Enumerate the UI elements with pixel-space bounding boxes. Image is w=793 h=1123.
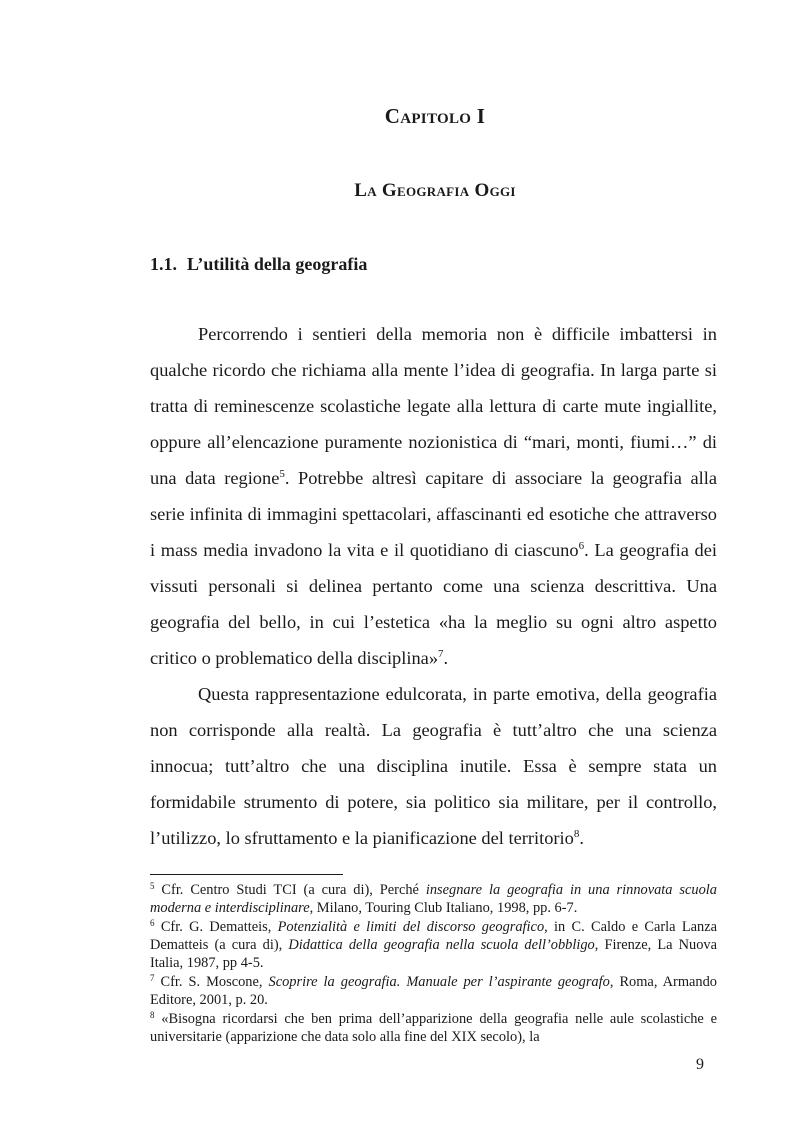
footnote-ref-8: 8: [573, 828, 580, 840]
section-number: 1.1.: [150, 254, 177, 274]
footnote-ref-7: 7: [438, 648, 444, 660]
page-number: 9: [696, 1056, 704, 1073]
footnote-number: 5: [150, 881, 155, 891]
chapter-title: La Geografia Oggi: [354, 180, 516, 201]
footnote-8: [150, 1010, 717, 1046]
footnote-text: Cfr. Centro Studi TCI (a cura di), Perché: [161, 882, 426, 898]
footnote-title: Scoprire la geografia. Manuale per l’aspirante geografo: [268, 974, 610, 990]
footnote-title: insegnare la geografia in una rinnovata scuola moderna e interdisciplinare: [150, 882, 717, 916]
footnote-title: Didattica della geografia nella scuola dell’obbligo: [288, 937, 595, 953]
footnote-text: «Bisogna ricordarsi che ben prima dell’apparizione della geografia nelle aule scolastiche e universitarie (apparizione che data solo alla fine del XIX secolo), la: [150, 1011, 717, 1045]
footnote-5: [150, 881, 717, 917]
paragraph-text: .: [579, 828, 584, 848]
paragraph-2: [150, 676, 717, 856]
section-heading: [150, 254, 367, 275]
footnote-number: 7: [150, 973, 155, 983]
footnote-separator: [150, 874, 343, 875]
paragraph-text: Percorrendo i sentieri della memoria non è difficile imbattersi in qualche ricordo che richiama alla mente l’idea di geografia. In larga parte si tratta di reminescenze scolastiche legate alla lettura di carte mute ingiallite, oppure all’elencazione puramente nozionistica di “mari, monti, fiumi…” di una data regione: [150, 324, 717, 488]
footnote-text: Cfr. G. Dematteis,: [160, 919, 278, 935]
section-title: L’utilità della geografia: [187, 254, 368, 274]
footnote-ref-6: 6: [578, 540, 585, 552]
footnote-text: Cfr. S. Moscone,: [160, 974, 269, 990]
footnote-7: [150, 973, 717, 1009]
footnote-6: [150, 918, 717, 972]
footnote-text: , Roma, Armando Editore, 2001, p. 20.: [150, 974, 717, 1008]
footnote-text: , in C. Caldo e Carla Lanza Dematteis (a cura di),: [150, 919, 717, 953]
footnote-text: , Milano, Touring Club Italiano, 1998, pp. 6-7.: [309, 900, 578, 916]
footnote-number: 8: [150, 1010, 155, 1020]
paragraph-text: . Potrebbe altresì capitare di associare la geografia alla serie infinita di immagini spettacolari, affascinanti ed esotiche che attraverso i mass media invadono la vita e il quotidiano di ciascuno: [150, 468, 717, 560]
footnotes: [150, 881, 717, 1047]
paragraph-1: [150, 316, 717, 676]
chapter-heading: Capitolo I: [384, 104, 486, 128]
paragraph-text: Questa rappresentazione edulcorata, in parte emotiva, della geografia non corrisponde alla realtà. La geografia è tutt’altro che una scienza innocua; tutt’altro che una disciplina inutile. Essa è sempre stata un formidabile strumento di potere, sia politico sia militare, per il controllo, l’utilizzo, lo sfruttamento e la pianificazione del territorio: [150, 684, 717, 848]
footnote-ref-5: 5: [279, 468, 285, 480]
paragraph-text: .: [443, 648, 449, 668]
footnote-number: 6: [150, 918, 155, 928]
footnote-text: , Firenze, La Nuova Italia, 1987, pp 4-5.: [150, 937, 717, 971]
paragraph-text: . La geografia dei vissuti personali si delinea pertanto come una scienza descrittiva. Una geografia del bello, in cui l’estetica «ha la meglio su ogni altro aspetto critico o problematico della disciplina»: [150, 540, 717, 668]
footnote-title: Potenzialità e limiti del discorso geografico: [277, 919, 545, 935]
